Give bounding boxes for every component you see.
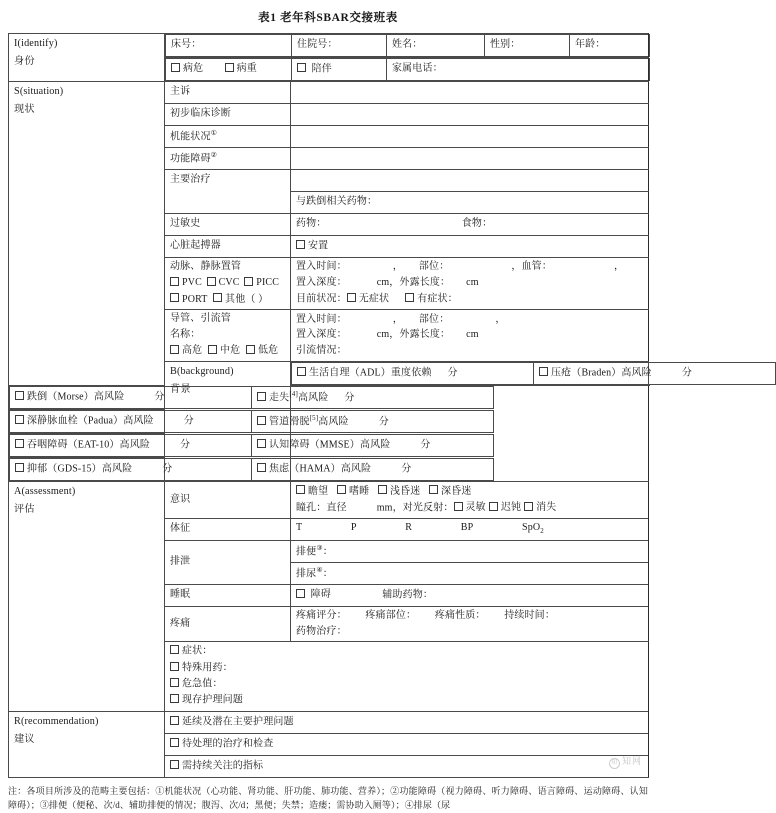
checkbox-icon[interactable]	[15, 415, 24, 424]
checkbox-icon[interactable]	[296, 240, 305, 249]
footnote-marker-4: [4]	[289, 390, 298, 399]
field-pupil-diameter[interactable]: 瞳孔：直径	[296, 502, 347, 514]
footnote-marker-4b: ④	[316, 565, 323, 574]
checkbox-icon[interactable]	[454, 502, 463, 511]
checkbox-icon[interactable]	[170, 277, 179, 286]
checkbox-port[interactable]: PORT	[170, 294, 207, 305]
checkbox-icon[interactable]	[489, 502, 498, 511]
checkbox-icon[interactable]	[170, 345, 179, 354]
field-pulse[interactable]: P	[350, 522, 357, 534]
input-preliminary-diagnosis[interactable]	[291, 104, 649, 126]
vitals-fields[interactable]	[291, 518, 649, 540]
field-family-phone[interactable]: 家属电话：	[387, 59, 650, 81]
field-vascular-current-status[interactable]: 目前状况： 无症状 有症状：	[296, 293, 458, 305]
field-drain-status[interactable]: 引流情况：	[296, 345, 347, 357]
label-excretion: 排泄	[165, 540, 291, 584]
table-row-background-2	[9, 386, 649, 410]
field-vascular-insert-time[interactable]: 置入时间： ， 部位： ，血管： ，	[296, 261, 625, 273]
checkbox-icon[interactable]	[170, 716, 179, 725]
table-row-identify-1	[9, 34, 649, 58]
checkbox-icon[interactable]	[429, 485, 438, 494]
label-vitals: 体征	[165, 518, 291, 540]
section-identify-zh: 身份	[14, 56, 35, 68]
checkbox-icon[interactable]	[170, 738, 179, 747]
checkbox-icon[interactable]	[257, 439, 266, 448]
checkbox-icon[interactable]	[170, 645, 179, 654]
checkbox-wandering[interactable]: 走失[4]高风险 分	[252, 387, 494, 409]
checkbox-icon[interactable]	[244, 277, 253, 286]
checkbox-adl[interactable]: 生活自理（ADL）重度依赖 分	[292, 363, 534, 385]
checkbox-icon[interactable]	[170, 760, 179, 769]
identify-status-row	[165, 58, 649, 82]
checkbox-icon[interactable]	[297, 63, 306, 72]
input-chief-complaint[interactable]	[291, 82, 649, 104]
field-pain-score[interactable]: 疼痛评分：	[296, 609, 347, 621]
checkbox-icon[interactable]	[15, 463, 24, 472]
label-drain-tube: 导管、引流管 名称： 高危 中危 低危	[165, 310, 291, 362]
checkbox-icon[interactable]	[296, 589, 305, 598]
label-preliminary-diagnosis: 初步临床诊断	[165, 104, 291, 126]
checkbox-icon[interactable]	[539, 367, 548, 376]
checkbox-reflex-sluggish[interactable]: 迟钝	[489, 502, 521, 513]
label-consciousness: 意识	[165, 482, 291, 519]
checkbox-critical-value[interactable]: 危急值：	[170, 678, 644, 691]
checkbox-pending-treatment-exam[interactable]: 待处理的治疗和检查	[165, 733, 649, 755]
section-header-identify	[9, 34, 165, 82]
section-header-situation	[9, 82, 165, 386]
checkbox-hama-anxiety[interactable]: 焦虑（HAMA）高风险 分	[252, 459, 494, 481]
label-allergy-food: 食物：	[461, 218, 493, 230]
drain-detail-fields[interactable]	[291, 310, 649, 362]
label-sleep: 睡眠	[165, 584, 291, 606]
checkbox-severe[interactable]: 病重	[225, 63, 257, 74]
field-admission-no[interactable]: 住院号：	[292, 35, 387, 57]
checkbox-icon[interactable]	[15, 439, 24, 448]
section-recommendation-zh: 建议	[14, 733, 35, 745]
page-title: 表1 老年科SBAR交接班表	[258, 12, 398, 24]
label-pacemaker: 心脏起搏器	[165, 236, 291, 258]
section-recommendation-en: R(recommendation)	[14, 715, 99, 727]
checkbox-icon[interactable]	[246, 345, 255, 354]
section-header-recommendation	[9, 711, 165, 777]
background-row	[291, 362, 692, 386]
checkbox-padua-dvt[interactable]: 深静脉血栓（Padua）高风险 分	[10, 411, 252, 433]
vascular-detail-fields[interactable]	[291, 258, 649, 310]
cell-critical-severe	[166, 59, 292, 81]
label-allergy-history: 过敏史	[165, 214, 291, 236]
checkbox-icon[interactable]	[378, 485, 387, 494]
section-header-assessment	[9, 482, 165, 711]
checkbox-eat10-dysphagia[interactable]: 吞咽障碍（EAT-10）高风险 分	[10, 435, 252, 457]
input-dysfunction[interactable]	[291, 148, 649, 170]
section-situation-zh: 现状	[14, 104, 35, 116]
section-assessment-zh: 评估	[14, 504, 35, 516]
assessment-checklist	[165, 642, 649, 711]
checkbox-sleep-disorder[interactable]: 障碍	[296, 589, 331, 600]
sbar-handover-table	[8, 33, 692, 778]
checkbox-icon[interactable]	[257, 463, 266, 472]
checkbox-icon[interactable]	[213, 293, 222, 302]
field-pain-site[interactable]: 疼痛部位：	[365, 609, 417, 621]
field-stool[interactable]: 排便③：	[291, 540, 649, 562]
section-situation-en: S(situation)	[14, 86, 64, 97]
footnote-marker-5: [5]	[309, 414, 319, 423]
checkbox-continuing-nursing-problem[interactable]: 延续及潜在主要护理问题	[165, 711, 649, 733]
checkbox-drain-mid-risk[interactable]: 中危	[208, 345, 240, 356]
label-function-status: 机能状况①	[165, 126, 291, 148]
checkbox-somnolence[interactable]: 嗜睡	[337, 486, 369, 497]
checkbox-icon[interactable]	[170, 662, 179, 671]
pain-fields[interactable]	[291, 606, 649, 642]
sleep-fields[interactable]	[291, 584, 649, 606]
checkbox-icon[interactable]	[524, 502, 533, 511]
table-row-consciousness	[9, 482, 649, 519]
field-temperature[interactable]: T	[296, 522, 303, 534]
field-allergy[interactable]	[291, 214, 649, 236]
checkbox-critical[interactable]: 病危	[171, 63, 203, 74]
field-bed-no[interactable]: 床号：	[166, 35, 292, 57]
label-allergy-drug: 药物：	[296, 218, 327, 230]
checkbox-tube-dislodgement[interactable]: 管道滑脱[5]高风险 分	[252, 411, 494, 433]
label-pain: 疼痛	[165, 606, 291, 642]
checkbox-icon[interactable]	[170, 678, 179, 687]
field-gender[interactable]: 性别：	[485, 35, 570, 57]
checkbox-icon[interactable]	[257, 392, 266, 401]
field-urine[interactable]: 排尿④：	[291, 562, 649, 584]
checkbox-indicators-to-monitor[interactable]: 需持续关注的指标	[165, 755, 649, 777]
section-identify-en: I(identify)	[14, 38, 58, 49]
footnote-marker-1: ①	[210, 128, 218, 137]
checkbox-icon[interactable]	[297, 367, 306, 376]
checkbox-reflex-brisk[interactable]: 灵敏	[454, 502, 486, 513]
checkbox-icon[interactable]	[257, 416, 266, 425]
checkbox-icon[interactable]	[225, 63, 234, 72]
field-pain-medication[interactable]: 药物治疗：	[296, 625, 347, 637]
field-fall-related-drugs[interactable]: 与跌倒相关药物：	[291, 192, 649, 214]
table-row-recommendation-1	[9, 711, 649, 733]
checkbox-pacemaker-placed[interactable]: 安置	[291, 236, 649, 258]
checkbox-cvc[interactable]: CVC	[207, 277, 240, 288]
label-chief-complaint: 主诉	[165, 82, 291, 104]
checkbox-braden[interactable]: 压疮（Braden）高风险 分	[534, 363, 776, 385]
checkbox-vascular-other[interactable]: 其他（ ）	[213, 294, 268, 305]
field-pain-nature[interactable]: 疼痛性质：	[434, 609, 486, 621]
checkbox-deep-coma[interactable]: 深昏迷	[429, 486, 471, 497]
field-age[interactable]: 年龄：	[570, 35, 650, 57]
checkbox-picc[interactable]: PICC	[244, 277, 279, 288]
checkbox-icon[interactable]	[347, 293, 356, 302]
identify-fields-row	[165, 34, 649, 58]
field-blood-pressure[interactable]: BP	[460, 522, 474, 534]
checkbox-icon[interactable]	[171, 63, 180, 72]
watermark-icon: 知	[609, 758, 620, 769]
checkbox-icon[interactable]	[15, 391, 24, 400]
table-row-background-3	[9, 410, 649, 434]
checkbox-icon[interactable]	[170, 694, 179, 703]
section-background-zh: 背景	[170, 384, 191, 396]
field-pain-duration[interactable]: 持续时间：	[504, 609, 555, 621]
checkbox-shallow-coma[interactable]: 浅昏迷	[378, 486, 420, 497]
input-function-status[interactable]	[291, 126, 649, 148]
table-row-background-4	[9, 434, 649, 458]
checkbox-icon[interactable]	[208, 345, 217, 354]
checkbox-gds15-depression[interactable]: 抑郁（GDS-15）高风险 分	[10, 459, 252, 481]
checkbox-icon[interactable]	[207, 277, 216, 286]
table-row-chief-complaint	[9, 82, 649, 104]
section-assessment-en: A(assessment)	[14, 486, 76, 498]
footnote-marker-3: ③	[316, 543, 323, 552]
field-drain-depth[interactable]: 置入深度： cm，外露长度： cm	[296, 329, 479, 341]
table-row-background-5	[9, 458, 649, 482]
checkbox-mmse-cognitive[interactable]: 认知障碍（MMSE）高风险 分	[252, 435, 494, 457]
label-vascular-access: 动脉、静脉置管 PVC CVC PICC PORT 其他（ ）	[165, 258, 291, 310]
checkbox-drain-low-risk[interactable]: 低危	[246, 345, 278, 356]
field-drain-insert-time[interactable]: 置入时间： ， 部位： ，	[296, 313, 506, 325]
consciousness-fields[interactable]: 瞻望 嗜睡 浅昏迷 深昏迷 瞳孔：直径 mm，对光反射： 灵敏 迟钝 消失	[291, 482, 649, 519]
field-name[interactable]: 姓名：	[387, 35, 485, 57]
checkbox-icon[interactable]	[337, 485, 346, 494]
checkbox-existing-nursing-problem[interactable]: 现存护理问题	[170, 694, 644, 707]
checkbox-symptoms[interactable]: 症状：	[170, 645, 644, 658]
checkbox-delirium[interactable]: 瞻望	[296, 486, 328, 497]
checkbox-morse-fall[interactable]: 跌倒（Morse）高风险 分	[10, 387, 252, 409]
checkbox-icon[interactable]	[296, 485, 305, 494]
field-sleep-aid-drug[interactable]: 辅助药物：	[382, 589, 434, 601]
checkbox-pvc[interactable]: PVC	[170, 277, 202, 288]
table-footnote: 注：各项目所涉及的范畴主要包括：①机能状况（心功能、肾功能、肝功能、肺功能、营养）；②功能障碍（视力障碍、听力障碍、语言障碍、运动障碍、认知障碍）；③排便（便秘、次/d、辅助排便的情况；腹泻、次/d；黑便；失禁；造瘘；需协助入厕等）；④排尿（尿	[8, 785, 648, 810]
label-dysfunction: 功能障碍②	[165, 148, 291, 170]
checkbox-special-medication[interactable]: 特殊用药：	[170, 662, 644, 675]
checkbox-reflex-absent[interactable]: 消失	[524, 502, 556, 513]
label-main-treatment: 主要治疗	[165, 170, 291, 214]
input-main-treatment[interactable]	[291, 170, 649, 192]
footnote-marker-2: ②	[210, 150, 218, 159]
checkbox-drain-high-risk[interactable]: 高危	[170, 345, 202, 356]
field-spo2[interactable]: SpO$_2$	[521, 522, 544, 536]
watermark: 知 知网	[609, 754, 642, 769]
section-background-en: B(background)	[170, 366, 234, 378]
checkbox-accompany[interactable]: 陪伴	[292, 59, 387, 81]
checkbox-icon[interactable]	[405, 293, 414, 302]
field-vascular-depth[interactable]: 置入深度： cm，外露长度： cm	[296, 277, 479, 289]
checkbox-icon[interactable]	[170, 293, 179, 302]
field-respiration[interactable]: R	[405, 522, 413, 534]
